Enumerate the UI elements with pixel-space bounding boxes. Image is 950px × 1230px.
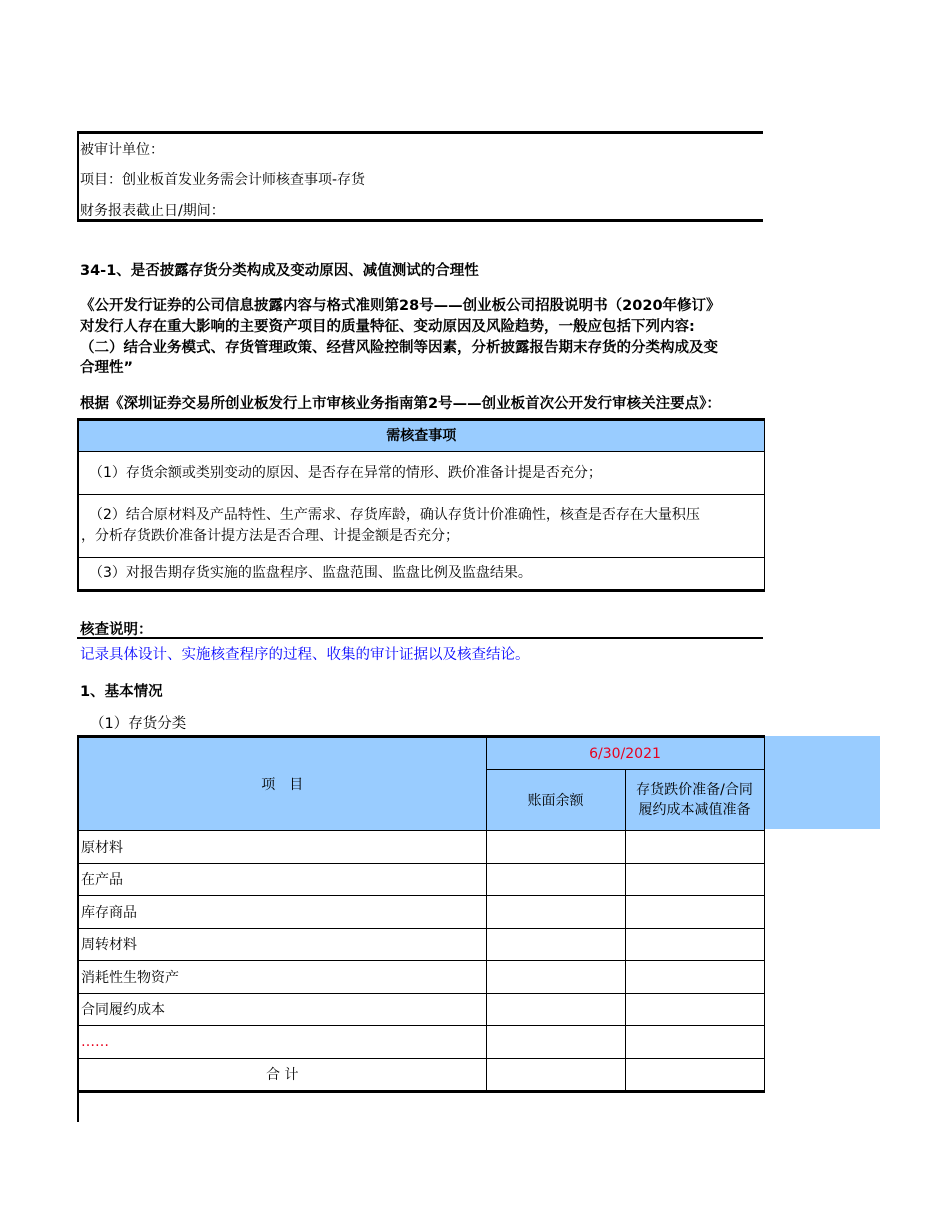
provision-cell[interactable] [625,831,764,864]
provision-cell[interactable] [625,1026,764,1059]
provision-header-line-2: 履约成本减值准备 [638,802,751,819]
basic-info-title: 1、基本情况 [80,684,163,700]
provision-header [625,770,764,831]
review-item-2-line-2: ，分析存货跌价准备计提方法是否合理、计提金额是否充分； [81,528,459,544]
book-balance-cell[interactable] [486,928,625,961]
review-item-2-line-1: （2）结合原材料及产品特性、生产需求、存货库龄，确认存货计价准确性，核查是否存在大量积压 [89,507,700,523]
item-header: 项 目 [78,737,486,831]
book-balance-header: 账面余额 [486,770,625,831]
row-label-ellipsis: …… [78,1026,486,1059]
section-title: 34-1、是否披露存货分类构成及变动原因、减值测试的合理性 [80,263,479,279]
table-row [78,863,764,896]
review-item-2 [78,495,764,558]
provision-cell[interactable] [625,993,764,1026]
row-label: 在产品 [78,863,486,896]
table-row [78,961,764,994]
period-label: 财务报表截止日/期间： [80,203,225,219]
row-label: 原材料 [78,831,486,864]
inventory-table [77,735,765,1093]
audited-unit-label: 被审计单位： [80,142,164,158]
provision-header-line-1: 存货跌价准备/合同 [636,782,753,799]
basis-line: 根据《深圳证券交易所创业板发行上市审核业务指南第2号——创业板首次公开发行审核关注要点》： [80,396,721,412]
total-book-balance-cell[interactable] [486,1058,625,1092]
header-fill-extension [763,736,880,829]
book-balance-cell[interactable] [486,961,625,994]
project-label: 项目：创业板首发业务需会计师核查事项-存货 [80,172,366,188]
explanation-note: 记录具体设计、实施核查程序的过程、收集的审计证据以及核查结论。 [80,647,530,663]
book-balance-cell[interactable] [486,831,625,864]
book-balance-cell[interactable] [486,993,625,1026]
inventory-category-title: （1）存货分类 [90,716,187,732]
quote-line-4: 合理性” [80,360,134,376]
review-items-table [77,418,765,592]
book-balance-cell[interactable] [486,896,625,929]
book-balance-cell[interactable] [486,1026,625,1059]
row-label: 周转材料 [78,928,486,961]
quote-line-2: 对发行人存在重大影响的主要资产项目的质量特征、变动原因及风险趋势，一般应包括下列内容: [80,319,695,335]
table-row [78,831,764,864]
review-item-1: （1）存货余额或类别变动的原因、是否存在异常的情形、跌价准备计提是否充分； [78,452,764,495]
book-balance-cell[interactable] [486,863,625,896]
table-row [78,993,764,1026]
explanation-rule [77,637,763,639]
total-row [78,1058,764,1092]
row-label: 消耗性生物资产 [78,961,486,994]
table-row [78,896,764,929]
table-row [78,1026,764,1059]
quote-line-3: （二）结合业务模式、存货管理政策、经营风险控制等因素，分析披露报告期末存货的分类构成及变 [80,340,718,356]
period-date: 6/30/2021 [486,737,764,770]
provision-cell[interactable] [625,928,764,961]
total-provision-cell[interactable] [625,1058,764,1092]
review-item-3: （3）对报告期存货实施的监盘程序、监盘范围、监盘比例及监盘结果。 [78,558,764,591]
provision-cell[interactable] [625,961,764,994]
total-label: 合 计 [78,1058,486,1092]
row-label: 合同履约成本 [78,993,486,1026]
provision-cell[interactable] [625,863,764,896]
left-border-continuation [77,1090,79,1122]
quote-line-1: 《公开发行证券的公司信息披露内容与格式准则第28号——创业板公司招股说明书（2020年修订》 [80,298,721,314]
table-row [78,928,764,961]
provision-cell[interactable] [625,896,764,929]
row-label: 库存商品 [78,896,486,929]
review-header: 需核查事项 [78,420,764,452]
explanation-label: 核查说明： [80,622,153,638]
